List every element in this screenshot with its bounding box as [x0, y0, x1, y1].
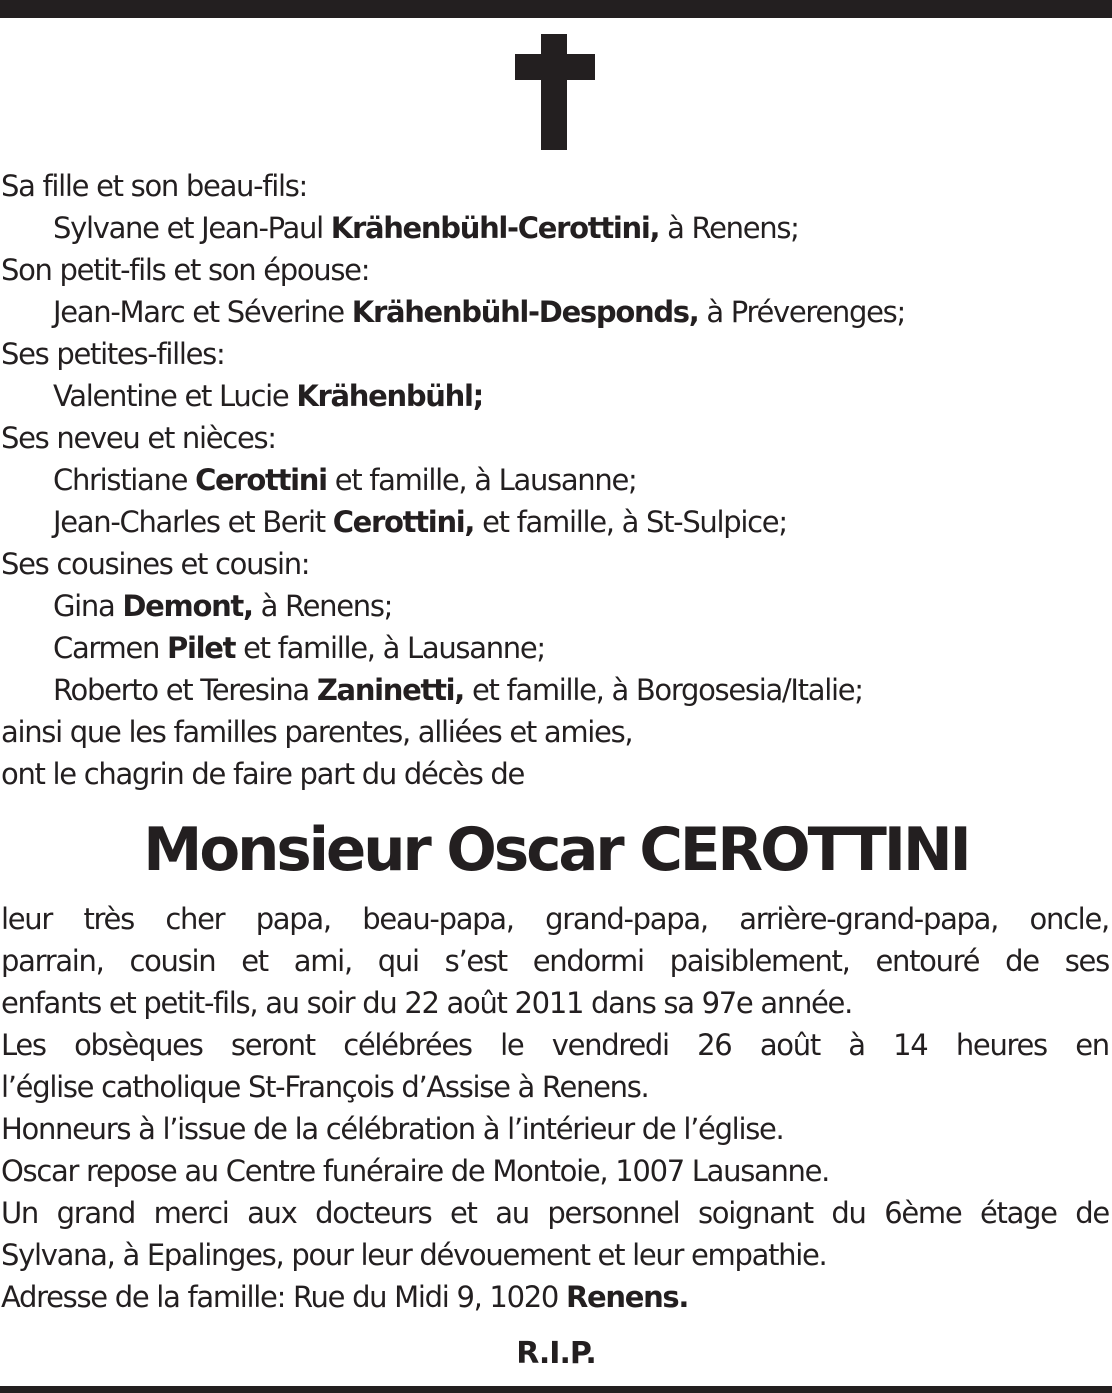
word: Un [1, 1196, 39, 1230]
word: en [1075, 1028, 1109, 1062]
word: 6ème [884, 1196, 962, 1230]
word: Les [1, 1028, 46, 1062]
word: cher [165, 902, 225, 936]
closing-line: ont le chagrin de faire part du décès de [1, 757, 525, 791]
closing-line: ainsi que les familles parentes, alliées et amies, [1, 715, 633, 749]
word: beau-papa, [362, 902, 514, 936]
body-line [1, 1024, 1109, 1066]
word: très [83, 902, 134, 936]
word: arrière-grand-papa, [739, 902, 999, 936]
word: parrain, [1, 944, 104, 978]
word: ami, [293, 944, 352, 978]
body-line [1, 898, 1109, 940]
word: s’est [444, 944, 507, 978]
body-line: Oscar repose au Centre funéraire de Montoie, 1007 Lausanne. [1, 1154, 830, 1188]
granddaughters-entry: Valentine et Lucie Krähenbühl; [53, 379, 483, 413]
word: grand-papa, [545, 902, 708, 936]
word: leur [1, 902, 53, 936]
word: du [831, 1196, 866, 1230]
word: de [1005, 944, 1039, 978]
word: à [848, 1028, 865, 1062]
cousin-entry: Carmen Pilet et famille, à Lausanne; [53, 631, 545, 665]
bottom-rule [0, 1386, 1112, 1393]
word: entouré [875, 944, 980, 978]
word: et [450, 1196, 477, 1230]
word: obsèques [74, 1028, 203, 1062]
word: cousin [129, 944, 216, 978]
word: de [1075, 1196, 1109, 1230]
word: 14 [893, 1028, 928, 1062]
deceased-name: Monsieur Oscar CEROTTINI [143, 815, 969, 884]
word: seront [230, 1028, 315, 1062]
body-line: l’église catholique St-François d’Assise à Renens. [1, 1070, 649, 1104]
cousins-heading: Ses cousines et cousin: [1, 547, 310, 581]
word: célébrées [343, 1028, 472, 1062]
word: et [241, 944, 268, 978]
nephew-entry: Christiane Cerottini et famille, à Lausanne; [53, 463, 637, 497]
body-line: Honneurs à l’issue de la célébration à l’intérieur de l’église. [1, 1112, 784, 1146]
family-address: Adresse de la famille: Rue du Midi 9, 1020 Renens. [1, 1280, 689, 1314]
word: grand [56, 1196, 135, 1230]
word: au [495, 1196, 529, 1230]
rip-text: R.I.P. [516, 1336, 596, 1371]
cousin-entry: Gina Demont, à Renens; [53, 589, 393, 623]
word: docteurs [315, 1196, 432, 1230]
word: merci [153, 1196, 229, 1230]
word: 26 [697, 1028, 732, 1062]
granddaughters-heading: Ses petites-filles: [1, 337, 225, 371]
nephew-heading: Ses neveu et nièces: [1, 421, 276, 455]
word: endormi [532, 944, 644, 978]
body-line [1, 1192, 1109, 1234]
word: papa, [255, 902, 331, 936]
word: paisiblement, [669, 944, 850, 978]
body-line: Sylvana, à Epalinges, pour leur dévouement et leur empathie. [1, 1238, 827, 1272]
word: personnel [547, 1196, 680, 1230]
word: aux [247, 1196, 297, 1230]
grandson-entry: Jean-Marc et Séverine Krähenbühl-Desponds, à Préverenges; [53, 295, 905, 329]
word: étage [979, 1196, 1057, 1230]
cousin-entry: Roberto et Teresina Zaninetti, et famille, à Borgosesia/Italie; [53, 673, 863, 707]
word: le [500, 1028, 524, 1062]
daughter-heading: Sa fille et son beau-fils: [1, 169, 307, 203]
daughter-entry: Sylvane et Jean-Paul Krähenbühl-Cerottini, à Renens; [53, 211, 799, 245]
word: oncle, [1029, 902, 1109, 936]
word: vendredi [551, 1028, 669, 1062]
body-line: enfants et petit-fils, au soir du 22 août 2011 dans sa 97e année. [1, 986, 853, 1020]
grandson-heading: Son petit-fils et son épouse: [1, 253, 370, 287]
word: soignant [697, 1196, 813, 1230]
cross-icon [515, 34, 595, 150]
word: ses [1064, 944, 1109, 978]
word: qui [377, 944, 419, 978]
word: heures [955, 1028, 1047, 1062]
nephew-entry: Jean-Charles et Berit Cerottini, et famille, à St-Sulpice; [53, 505, 787, 539]
top-rule [0, 0, 1112, 18]
word: août [759, 1028, 820, 1062]
body-line [1, 940, 1109, 982]
